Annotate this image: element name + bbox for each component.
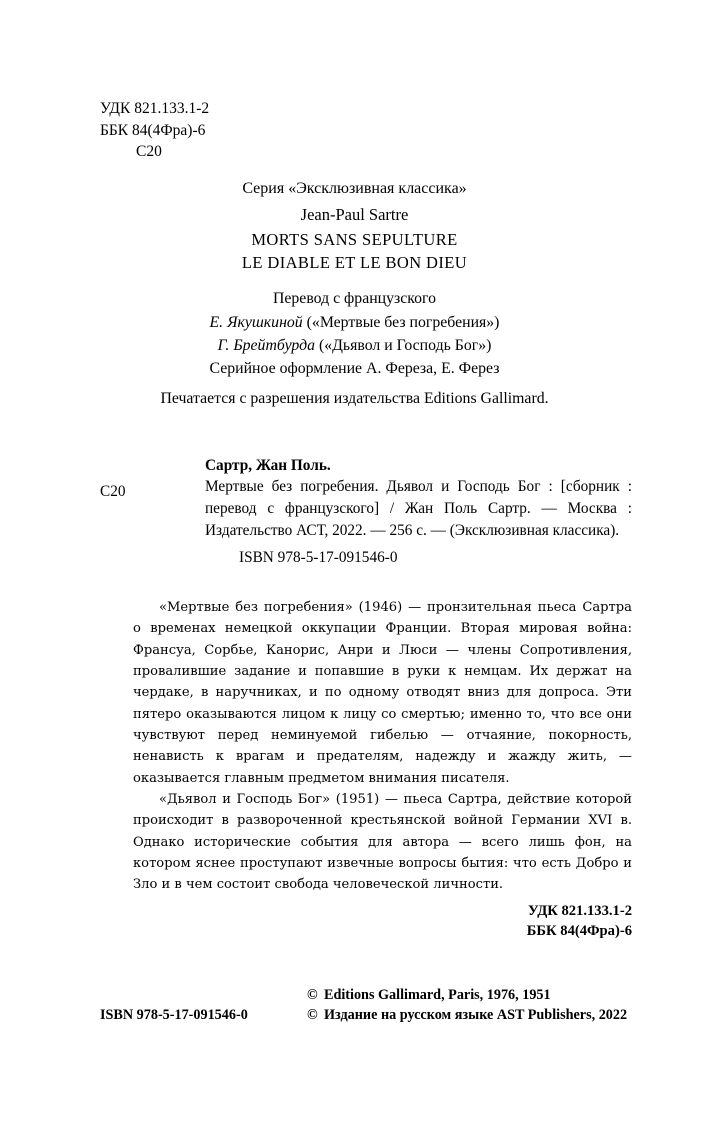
translator-1-work: («Мертвые без погребения») bbox=[306, 313, 500, 331]
publication-permission: Печатается с разрешения издательства Editions Gallimard. bbox=[160, 390, 549, 407]
copyright-icon: © bbox=[307, 987, 318, 1003]
udk-code: УДК 821.133.1-2 bbox=[100, 100, 210, 117]
series-design-credit bbox=[66, 357, 643, 380]
classification-repeat bbox=[332, 902, 632, 941]
copyright-line-2 bbox=[307, 1007, 627, 1024]
author-original-name: Jean-Paul Sartre bbox=[300, 205, 409, 224]
bbk-code-repeat: ББК 84(4Фра)-6 bbox=[526, 922, 632, 939]
record-description: Мертвые без погребения. Дьявол и Господь Бог : [сборник : перевод с французского] / Жан Поль Сартр. — Москва : Издательство АСТ, 2022. — 256 с. — (Эксклюзивная классика). bbox=[205, 478, 632, 540]
copyright-line-2-row bbox=[100, 1007, 640, 1024]
design-names: А. Фереза, Е. Ферез bbox=[366, 360, 500, 377]
design-prefix: Серийное оформление bbox=[209, 360, 367, 377]
translator-2-name: Г. Брейтбурда bbox=[217, 337, 315, 354]
series-name: Серия «Эксклюзивная классика» bbox=[242, 180, 467, 197]
translation-credits bbox=[66, 287, 643, 358]
bbk-code: ББК 84(4Фра)-6 bbox=[100, 121, 206, 139]
original-title-2: LE DIABLE ET LE BON DIEU bbox=[241, 253, 468, 272]
record-isbn: ISBN 978-5-17-091546-0 bbox=[239, 548, 398, 566]
record-author-heading: Сартр, Жан Поль. bbox=[205, 457, 331, 474]
footer-isbn: ISBN 978-5-17-091546-0 bbox=[100, 1007, 248, 1023]
original-title-1: MORTS SANS SEPULTURE bbox=[251, 230, 458, 249]
record-body bbox=[205, 455, 632, 569]
translator-2-work: («Дьявол и Господь Бог») bbox=[318, 337, 492, 354]
copyright-holder-1: Editions Gallimard, Paris, 1976, 1951 bbox=[324, 987, 551, 1003]
author-sign-code: С20 bbox=[136, 143, 162, 160]
translator-line-2 bbox=[66, 334, 643, 358]
translation-header: Перевод с французского bbox=[272, 290, 437, 307]
original-titles bbox=[66, 228, 643, 274]
annotation-paragraph-2: «Дьявол и Господь Бог» (1951) — пьеса Сартра, действие которой происходит в развороченной крестьянской войной Германии XVI в. Однако исторические события для автора — всего лишь фон, на котором яснее проступают извечные вопросы бытия: что есть Добро и Зло и в чем состоит свобода человеческой личности. bbox=[133, 792, 632, 893]
record-marginal-code: С20 bbox=[100, 483, 126, 500]
bibliographic-record bbox=[100, 455, 640, 569]
copyright-line-1 bbox=[307, 987, 640, 1004]
classification-block bbox=[100, 98, 209, 163]
title-block bbox=[66, 177, 643, 274]
translator-line-1 bbox=[66, 311, 643, 335]
copyright-footer bbox=[100, 987, 640, 1024]
copyright-holder-2: Издание на русском языке AST Publishers, 2022 bbox=[324, 1007, 628, 1023]
annotation-text bbox=[133, 597, 632, 896]
annotation-paragraph-1: «Мертвые без погребения» (1946) — пронзительная пьеса Сартра о временах немецкой оккупации Франции. Вторая мировая война: Франсуа, Сорбье, Канорис, Анри и Люси — члены Сопротивления, провалившие задание и попавшие в руки к немцам. Их держат на чердаке, в наручниках, и по одному отводят вниз для допроса. Эти пятеро оказываются лицом к лицу со смертью; именно то, что все они чувствуют перед неминуемой гибелью — отчаяние, покорность, ненависть к врагам и предателям, надежду и жажду жить, — оказывается главным предметом внимания писателя. bbox=[133, 600, 632, 786]
copyright-icon-2: © bbox=[307, 1007, 318, 1023]
udk-code-repeat: УДК 821.133.1-2 bbox=[527, 903, 632, 919]
translator-1-name: Е. Якушкиной bbox=[209, 313, 303, 331]
